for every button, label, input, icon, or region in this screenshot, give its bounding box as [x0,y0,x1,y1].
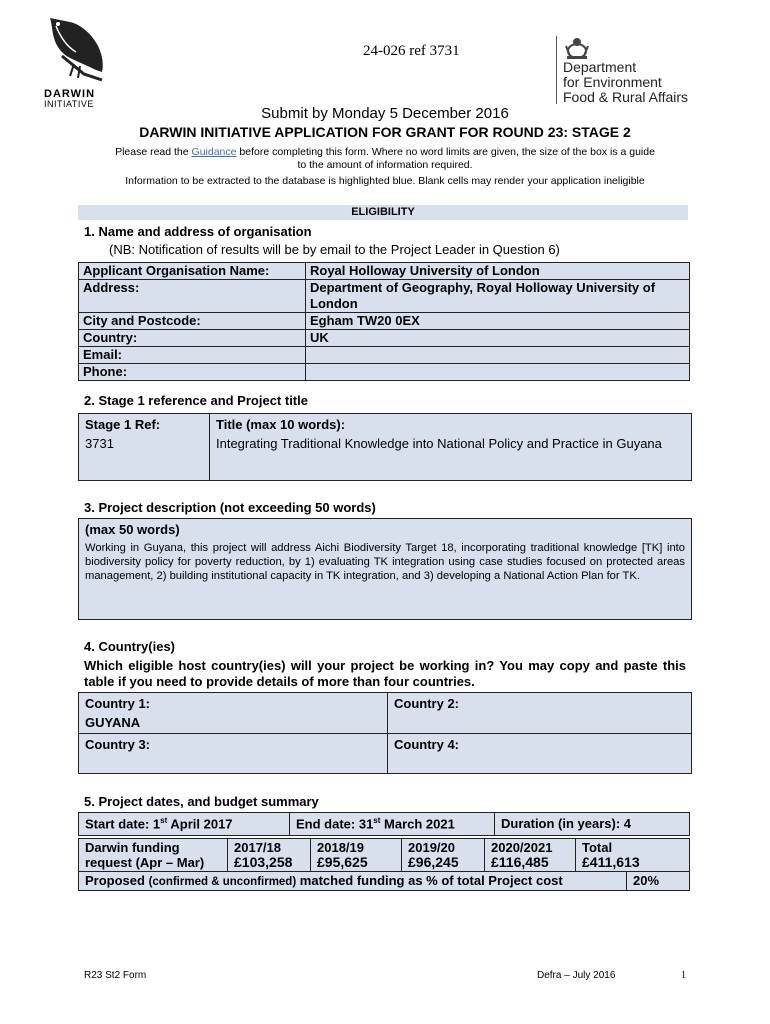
guidance-note-line2: to the amount of information required. [297,159,473,171]
funding-label-line1: Darwin funding [85,840,180,855]
defra-line-3: Food & Rural Affairs [563,89,689,105]
start-date-suffix: st [160,816,168,825]
country-label: Country: [79,330,306,347]
project-title-cell[interactable] [210,414,692,481]
logo-word-initiative: INITIATIVE [44,99,94,109]
project-description-cell[interactable] [79,519,692,620]
start-date-cell[interactable] [79,813,290,836]
project-title-label: Title (max 10 words): [216,417,346,432]
guidance-note [0,146,770,172]
budget-year-3[interactable] [402,839,485,872]
project-dates-table [78,812,690,836]
matched-mid: (confirmed & unconfirmed) [148,876,297,888]
table-row [79,313,690,330]
eligibility-banner: ELIGIBILITY [78,205,688,220]
city-postcode-value[interactable]: Egham TW20 0EX [306,313,690,330]
year-label: 2020/2021 [491,840,553,855]
country-3-label: Country 3: [85,737,150,752]
submit-deadline: Submit by Monday 5 December 2016 [261,105,509,122]
country-1-value: GUYANA [85,715,141,730]
duration-cell[interactable]: Duration (in years): 4 [495,813,690,836]
email-value[interactable] [306,347,690,364]
matched-post: matched funding as % of total Project cost [296,873,563,888]
bird-icon [44,16,108,82]
country-1-label: Country 1: [85,696,150,711]
table-row [79,839,690,872]
year-amount: £411,613 [582,854,640,870]
budget-table [78,838,690,872]
table-row [79,347,690,364]
end-date-month: March 2021 [380,816,455,832]
budget-year-2[interactable] [311,839,402,872]
defra-divider [556,36,557,104]
table-row [79,519,692,620]
country-1-cell[interactable] [79,693,388,734]
phone-label: Phone: [79,364,306,381]
guidance-link[interactable]: Guidance [191,146,237,158]
project-title-value: Integrating Traditional Knowledge into National Policy and Practice in Guyana [216,436,662,451]
stage1-ref-label: Stage 1 Ref: [85,417,161,432]
royal-crest-icon [563,34,591,60]
address-value[interactable]: Department of Geography, Royal Holloway University of London [306,280,690,313]
table-row [79,263,690,280]
year-label: 2017/18 [234,840,281,855]
budget-year-4[interactable] [485,839,576,872]
org-name-label: Applicant Organisation Name: [79,263,306,280]
country-2-label: Country 2: [394,696,459,711]
defra-line-1: Department [563,59,637,75]
budget-year-1[interactable] [228,839,311,872]
year-amount: £95,625 [317,854,368,870]
database-note: Information to be extracted to the database is highlighted blue. Blank cells may render your application ineligible [125,175,645,187]
table-row [79,693,692,734]
q4-heading: 4. Country(ies) [84,639,176,654]
country-value[interactable]: UK [306,330,690,347]
table-row [79,734,692,774]
darwin-initiative-logo [44,16,108,109]
logo-word-darwin: DARWIN [44,88,96,100]
end-date-text: End date: 31 [296,816,374,832]
table-row [79,813,690,836]
reference-number: 24-026 ref 3731 [363,43,460,59]
matched-funding-value[interactable]: 20% [627,872,690,891]
country-3-cell[interactable] [79,734,388,774]
q5-heading: 5. Project dates, and budget summary [84,794,319,809]
project-description-text: Working in Guyana, this project will address Aichi Biodiversity Target 18, incorporating traditional knowledge [TK] into biodiversity policy for poverty reduction, by 1) evaluating TK integration using case studies focused on protected areas management, 2) building institutional capacity in TK integration, and 3) developing a National Action Plan for TK. [85,542,685,582]
year-amount: £116,485 [491,854,549,870]
country-2-cell[interactable] [388,693,692,734]
stage1-ref-value: 3731 [85,436,114,451]
q1-heading: 1. Name and address of organisation [84,224,312,239]
budget-total[interactable] [576,839,690,872]
countries-table [78,692,692,774]
table-row [79,330,690,347]
country-4-label: Country 4: [394,737,459,752]
table-row [79,364,690,381]
country-4-cell[interactable] [388,734,692,774]
table-row [79,872,690,891]
end-date-suffix: st [373,816,381,825]
organisation-table [78,262,690,381]
defra-logo-text [563,60,688,105]
defra-line-2: for Environment [563,74,662,90]
matched-funding-label [79,872,627,891]
funding-label-line2: request (Apr – Mar) [85,855,205,870]
table-row [79,414,692,481]
org-name-value[interactable]: Royal Holloway University of London [306,263,690,280]
funding-label-cell [79,839,228,872]
year-label: 2018/19 [317,840,364,855]
phone-value[interactable] [306,364,690,381]
guidance-note-pre: Please read the [115,146,192,158]
project-description-table [78,518,692,620]
end-date-cell[interactable] [290,813,495,836]
page-number: 1 [681,970,686,981]
year-amount: £96,245 [408,854,459,870]
q2-heading: 2. Stage 1 reference and Project title [84,393,308,408]
footer-date: Defra – July 2016 [537,970,616,981]
table-row [79,280,690,313]
city-postcode-label: City and Postcode: [79,313,306,330]
footer-form-id: R23 St2 Form [84,970,147,981]
start-date-text: Start date: 1 [85,816,161,832]
year-label: 2019/20 [408,840,455,855]
matched-pre: Proposed [85,873,149,888]
project-title-table [78,413,692,481]
q3-heading: 3. Project description (not exceeding 50 words) [84,500,376,515]
description-box-label: (max 50 words) [85,522,180,537]
start-date-month: April 2017 [167,816,233,832]
matched-funding-table [78,871,690,891]
stage1-ref-cell[interactable] [79,414,210,481]
q4-question: Which eligible host country(ies) will your project be working in? You may copy and paste this table if you need to provide details of more than four countries. [84,658,686,689]
q1-note: (NB: Notification of results will be by email to the Project Leader in Question 6) [109,242,560,257]
year-label: Total [582,840,613,855]
address-label: Address: [79,280,306,313]
page-title: DARWIN INITIATIVE APPLICATION FOR GRANT FOR ROUND 23: STAGE 2 [139,124,631,140]
email-label: Email: [79,347,306,364]
year-amount: £103,258 [234,854,293,870]
guidance-note-post: before completing this form. Where no word limits are given, the size of the box is a guide [236,146,655,158]
